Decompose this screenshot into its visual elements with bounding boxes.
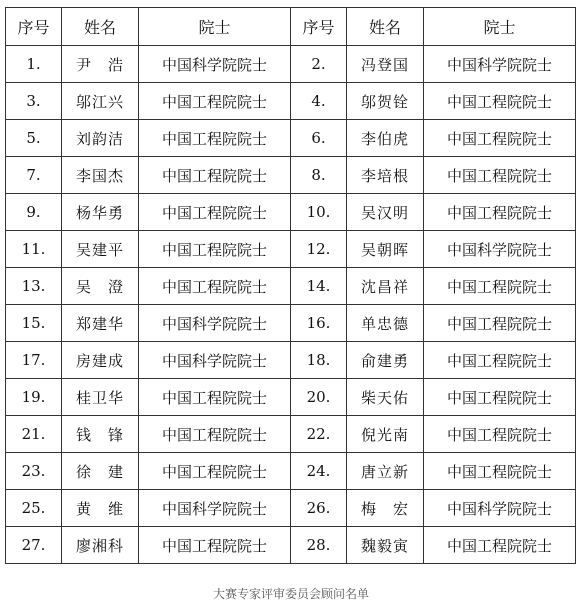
name-cell: 吴朝晖 bbox=[347, 231, 424, 268]
header-name-right: 姓名 bbox=[347, 8, 424, 46]
serial-cell: 15. bbox=[6, 305, 62, 342]
serial-cell: 18. bbox=[291, 342, 347, 379]
serial-cell: 14. bbox=[291, 268, 347, 305]
table-row bbox=[6, 268, 576, 305]
academy-cell: 中国工程院院士 bbox=[424, 194, 576, 231]
serial-cell: 11. bbox=[6, 231, 62, 268]
serial-cell: 19. bbox=[6, 379, 62, 416]
name-cell: 房建成 bbox=[62, 342, 139, 379]
name-cell: 单忠德 bbox=[347, 305, 424, 342]
academy-cell: 中国工程院院士 bbox=[139, 527, 291, 564]
academy-cell: 中国工程院院士 bbox=[424, 379, 576, 416]
table-row bbox=[6, 305, 576, 342]
serial-cell: 12. bbox=[291, 231, 347, 268]
serial-cell: 27. bbox=[6, 527, 62, 564]
serial-cell: 4. bbox=[291, 83, 347, 120]
serial-cell: 16. bbox=[291, 305, 347, 342]
header-academician-left: 院士 bbox=[139, 8, 291, 46]
table-row bbox=[6, 416, 576, 453]
name-cell: 梅 宏 bbox=[347, 490, 424, 527]
serial-cell: 3. bbox=[6, 83, 62, 120]
academy-cell: 中国工程院院士 bbox=[424, 342, 576, 379]
serial-cell: 24. bbox=[291, 453, 347, 490]
serial-cell: 2. bbox=[291, 46, 347, 83]
serial-cell: 25. bbox=[6, 490, 62, 527]
table-row bbox=[6, 83, 576, 120]
academy-cell: 中国工程院院士 bbox=[139, 231, 291, 268]
name-cell: 徐 建 bbox=[62, 453, 139, 490]
name-cell: 钱 锋 bbox=[62, 416, 139, 453]
academy-cell: 中国科学院院士 bbox=[424, 46, 576, 83]
academy-cell: 中国工程院院士 bbox=[139, 379, 291, 416]
serial-cell: 10. bbox=[291, 194, 347, 231]
name-cell: 邬江兴 bbox=[62, 83, 139, 120]
academy-cell: 中国工程院院士 bbox=[424, 527, 576, 564]
name-cell: 李国杰 bbox=[62, 157, 139, 194]
academy-cell: 中国工程院院士 bbox=[424, 83, 576, 120]
academy-cell: 中国工程院院士 bbox=[139, 416, 291, 453]
table-row bbox=[6, 490, 576, 527]
name-cell: 俞建勇 bbox=[347, 342, 424, 379]
name-cell: 黄 维 bbox=[62, 490, 139, 527]
name-cell: 柴天佑 bbox=[347, 379, 424, 416]
name-cell: 唐立新 bbox=[347, 453, 424, 490]
table-row bbox=[6, 527, 576, 564]
name-cell: 郑建华 bbox=[62, 305, 139, 342]
academy-cell: 中国科学院院士 bbox=[139, 46, 291, 83]
academy-cell: 中国科学院院士 bbox=[139, 342, 291, 379]
table-row bbox=[6, 46, 576, 83]
academy-cell: 中国工程院院士 bbox=[139, 120, 291, 157]
header-name-left: 姓名 bbox=[62, 8, 139, 46]
academy-cell: 中国科学院院士 bbox=[424, 490, 576, 527]
serial-cell: 23. bbox=[6, 453, 62, 490]
academy-cell: 中国工程院院士 bbox=[139, 83, 291, 120]
name-cell: 尹 浩 bbox=[62, 46, 139, 83]
name-cell: 沈昌祥 bbox=[347, 268, 424, 305]
name-cell: 刘韵洁 bbox=[62, 120, 139, 157]
academy-cell: 中国科学院院士 bbox=[424, 231, 576, 268]
serial-cell: 7. bbox=[6, 157, 62, 194]
serial-cell: 21. bbox=[6, 416, 62, 453]
name-cell: 廖湘科 bbox=[62, 527, 139, 564]
academy-cell: 中国工程院院士 bbox=[424, 305, 576, 342]
serial-cell: 9. bbox=[6, 194, 62, 231]
table-row bbox=[6, 231, 576, 268]
serial-cell: 5. bbox=[6, 120, 62, 157]
name-cell: 李伯虎 bbox=[347, 120, 424, 157]
advisor-table bbox=[5, 7, 576, 564]
serial-cell: 20. bbox=[291, 379, 347, 416]
academy-cell: 中国工程院院士 bbox=[424, 120, 576, 157]
serial-cell: 1. bbox=[6, 46, 62, 83]
header-serial-right: 序号 bbox=[291, 8, 347, 46]
table-row bbox=[6, 194, 576, 231]
academy-cell: 中国工程院院士 bbox=[139, 268, 291, 305]
name-cell: 吴建平 bbox=[62, 231, 139, 268]
academy-cell: 中国工程院院士 bbox=[424, 157, 576, 194]
header-serial-left: 序号 bbox=[6, 8, 62, 46]
table-header bbox=[6, 8, 576, 46]
table-body bbox=[6, 46, 576, 564]
academy-cell: 中国工程院院士 bbox=[139, 157, 291, 194]
academy-cell: 中国工程院院士 bbox=[424, 416, 576, 453]
name-cell: 邬贺铨 bbox=[347, 83, 424, 120]
table-row bbox=[6, 157, 576, 194]
serial-cell: 28. bbox=[291, 527, 347, 564]
table-row bbox=[6, 453, 576, 490]
table-caption: 大赛专家评审委员会顾问名单 bbox=[212, 587, 369, 601]
name-cell: 杨华勇 bbox=[62, 194, 139, 231]
name-cell: 吴 澄 bbox=[62, 268, 139, 305]
name-cell: 李培根 bbox=[347, 157, 424, 194]
table-row bbox=[6, 342, 576, 379]
academy-cell: 中国工程院院士 bbox=[139, 194, 291, 231]
serial-cell: 6. bbox=[291, 120, 347, 157]
serial-cell: 8. bbox=[291, 157, 347, 194]
academy-cell: 中国工程院院士 bbox=[424, 268, 576, 305]
serial-cell: 22. bbox=[291, 416, 347, 453]
academy-cell: 中国工程院院士 bbox=[139, 453, 291, 490]
serial-cell: 26. bbox=[291, 490, 347, 527]
name-cell: 冯登国 bbox=[347, 46, 424, 83]
serial-cell: 17. bbox=[6, 342, 62, 379]
serial-cell: 13. bbox=[6, 268, 62, 305]
name-cell: 桂卫华 bbox=[62, 379, 139, 416]
academy-cell: 中国工程院院士 bbox=[424, 453, 576, 490]
name-cell: 魏毅寅 bbox=[347, 527, 424, 564]
name-cell: 吴汉明 bbox=[347, 194, 424, 231]
table-row bbox=[6, 120, 576, 157]
name-cell: 倪光南 bbox=[347, 416, 424, 453]
academy-cell: 中国科学院院士 bbox=[139, 490, 291, 527]
academy-cell: 中国科学院院士 bbox=[139, 305, 291, 342]
header-academician-right: 院士 bbox=[424, 8, 576, 46]
table-row bbox=[6, 379, 576, 416]
header-row bbox=[6, 8, 576, 46]
